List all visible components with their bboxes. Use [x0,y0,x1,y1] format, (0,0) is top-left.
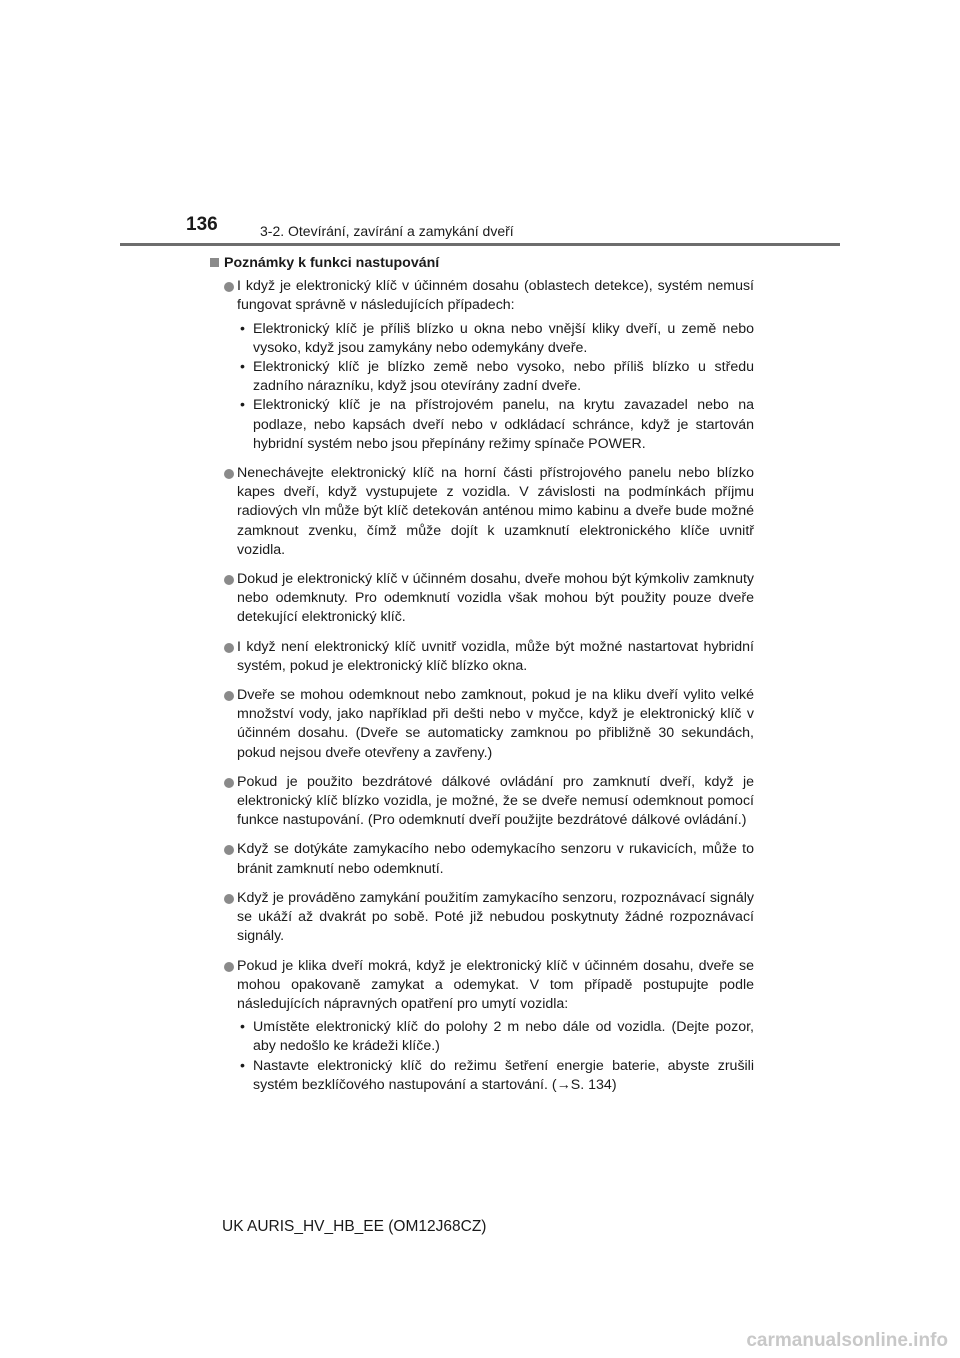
circle-bullet-icon [224,962,234,972]
circle-bullet-icon [224,894,234,904]
sub-list [237,320,754,454]
sub-item-text: Elektronický klíč je na přístrojovém panelu, na krytu zavazadel nebo na podlaze, nebo kapsách dveří nebo v odkládací schránce, když je startován hybridní systém nebo jsou přepínány režimy spínače POWER. [253,397,754,452]
note-text: I když je elektronický klíč v účinném dosahu (oblastech detekce), systém nemusí fungovat správně v následujících případech: [237,278,754,314]
square-bullet-icon [210,258,219,267]
note-text: Když je prováděno zamykání použitím zamykacího senzoru, rozpoznávací signály se ukáží až dvakrát po sobě. Poté již nebudou poskytnuty žádné rozpoznávací signály. [237,889,754,945]
note-text: Pokud je klika dveří mokrá, když je elektronický klíč v účinném dosahu, dveře se mohou opakovaně zamykat a odemykat. V tom případě postupujte podle následujících nápravných opatření pro umytí vozidla: [237,957,754,1012]
bullet-icon: • [240,320,245,337]
circle-bullet-icon [224,282,234,292]
note-item [210,889,754,947]
circle-bullet-icon [224,575,234,585]
note-text: Dveře se mohou odemknout nebo zamknout, pokud je na kliku dveří vylito velké množství vody, jako například při dešti nebo v myčce, když je elektronický klíč v účinném dosahu. (Dveře se automaticky zamknou po přibližně 30 sekundách, pokud nejsou dveře otevřeny a zavřeny.) [237,687,754,761]
note-item [210,686,754,763]
sub-item-text: Umístěte elektronický klíč do polohy 2 m nebo dále od vozidla. (Dejte pozor, aby nedošlo ke krádeži klíče.) [253,1019,754,1055]
note-text: Pokud je použito bezdrátové dálkové ovládání pro zamknutí dveří, když je elektronický klíč blízko vozidla, je možné, že se dveře nemusí odemknout pomocí funkce nastupování. (Pro odemknutí dveří použijte bezdrátové dálkové ovládání.) [237,773,754,829]
note-item [210,840,754,878]
page-number: 136 [186,214,218,235]
sub-item [237,1018,754,1056]
note-text: Dokud je elektronický klíč v účinném dosahu, dveře mohou být kýmkoliv zamknuty nebo odemknuty. Pro odemknutí vozidla však mohou být použity pouze dveře detekující elektronický klíč. [237,571,754,626]
sub-item [237,1057,754,1095]
note-text: Když se dotýkáte zamykacího nebo odemykacího senzoru v rukavicích, může to bránit zamknutí nebo odemknutí. [237,841,754,877]
circle-bullet-icon [224,845,234,855]
circle-bullet-icon [224,469,234,479]
bullet-icon: • [240,397,245,414]
note-item [210,570,754,628]
notes-list [210,277,754,1095]
note-item [210,638,754,676]
note-text: Nenechávejte elektronický klíč na horní části přístrojového panelu nebo blízko kapes dveří, když vystupujete z vozidla. V závislosti na podmínkách příjmu radiových vln může být klíč detekován anténou mimo kabinu a dveře bude možné zamknout zvenku, čímž může dojít k uzamknutí elektronického klíče uvnitř vozidla. [237,465,754,558]
sub-item-text: Elektronický klíč je příliš blízko u okna nebo vnější kliky dveří, u země nebo vysoko, když jsou zamykány nebo odemykány dveře. [253,320,754,356]
chapter-title: 3-2. Otevírání, zavírání a zamykání dveří [260,223,514,239]
sub-list [237,1018,754,1095]
sub-item-text: Nastavte elektronický klíč do režimu šetření energie baterie, abyste zrušili systém bezklíčového nastupování a startování. (→S. 134) [253,1057,754,1093]
section-heading-text: Poznámky k funkci nastupování [224,255,440,271]
sub-item [237,320,754,358]
note-item [210,957,754,1095]
footer-model-code: UK AURIS_HV_HB_EE (OM12J68CZ) [222,1218,487,1235]
bullet-icon: • [240,1019,245,1036]
note-item [210,464,754,560]
content [210,254,754,1105]
section-heading [210,254,754,273]
circle-bullet-icon [224,643,234,653]
bullet-icon: • [240,1057,245,1074]
note-text: I když není elektronický klíč uvnitř vozidla, může být možné nastartovat hybridní systém, pokud je elektronický klíč blízko okna. [237,638,754,674]
sub-item-text: Elektronický klíč je blízko země nebo vysoko, nebo příliš blízko u středu zadního nárazníku, když jsou otevírány zadní dveře. [253,359,754,395]
circle-bullet-icon [224,691,234,701]
note-item [210,773,754,831]
header-rule [120,243,840,246]
sub-item [237,396,754,454]
sub-item [237,358,754,396]
circle-bullet-icon [224,778,234,788]
watermark: carmanualsonline.info [746,1330,948,1351]
note-item [210,277,754,454]
bullet-icon: • [240,359,245,376]
